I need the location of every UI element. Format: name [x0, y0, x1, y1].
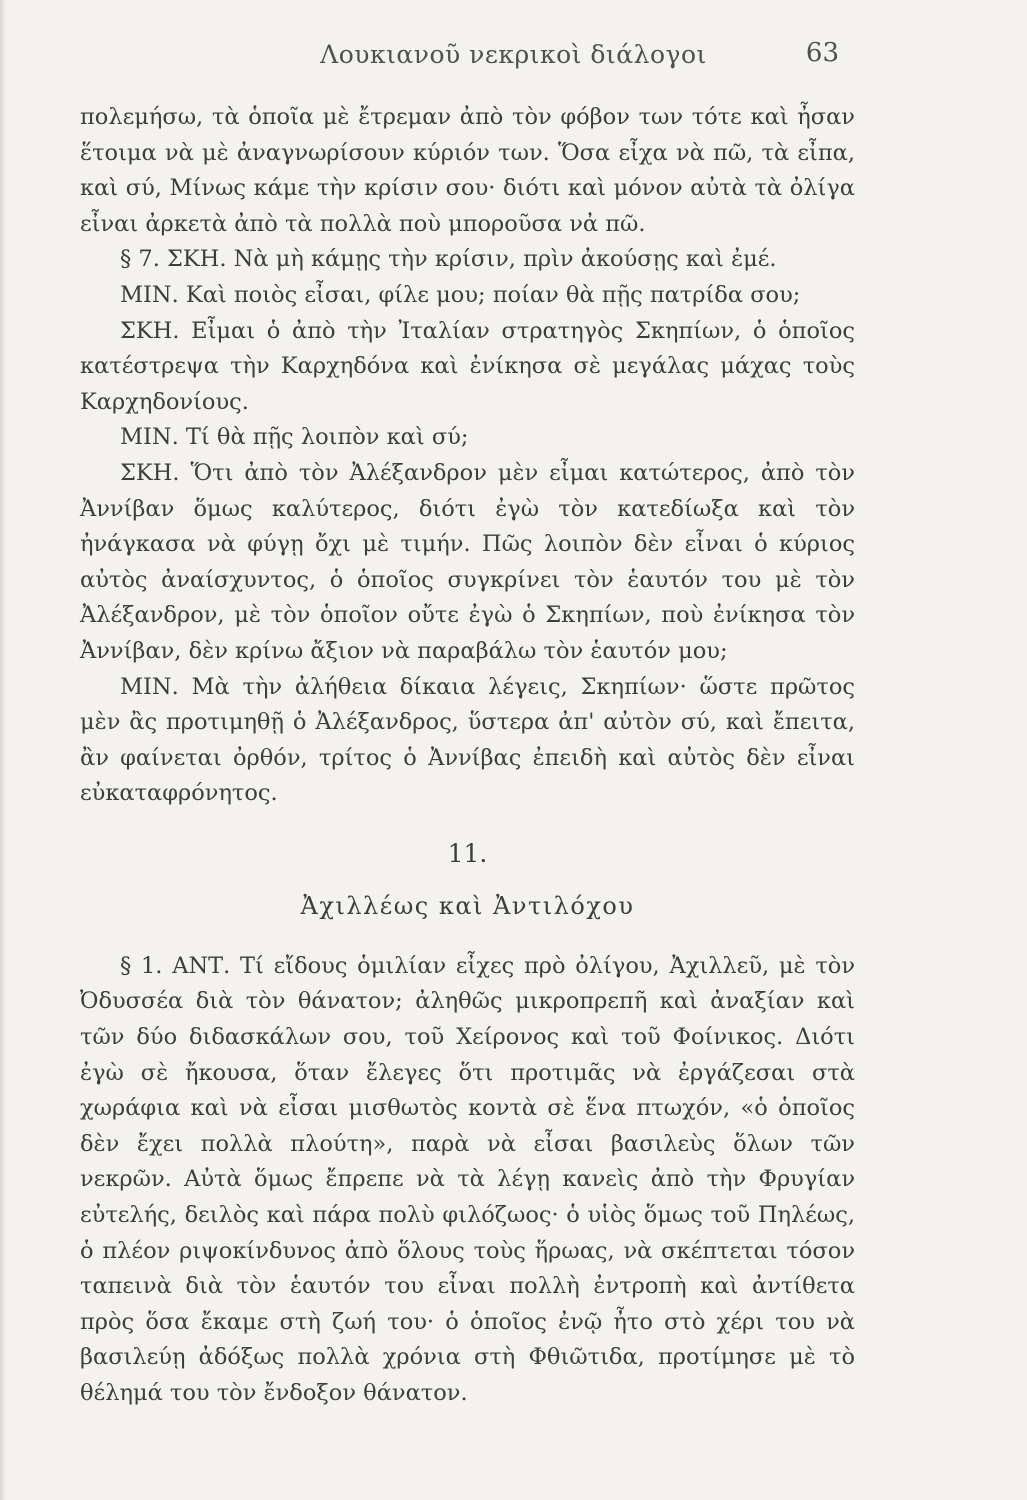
- paragraph-skipion-argument: ΣΚΗ. Ὅτι ἀπὸ τὸν Ἀλέξανδρον μὲν εἶμαι κατώτερος, ἀπὸ τὸν Ἀννίβαν ὅμως καλύτερος, διότι ἐγὼ τὸν κατεδίωξα καὶ τὸν ἠνάγκασα νὰ φύγῃ ὄχι μὲ τιμήν. Πῶς λοιπὸν δὲν εἶναι ὁ κύριος αὐτὸς ἀναίσχυντος, ὁ ὁποῖος συγκρίνει τὸν ἑαυτόν του μὲ τὸν Ἀλέξανδρον, μὲ τὸν ὁποῖον οὔτε ἐγὼ ὁ Σκηπίων, ποὺ ἐνίκησα τὸν Ἀννίβαν, δὲν κρίνω ἄξιον νὰ παραβάλω τὸν ἑαυτόν μου;: [80, 459, 855, 664]
- paragraph-skipion-intro: ΣΚΗ. Εἶμαι ὁ ἀπὸ τὴν Ἰταλίαν στρατηγὸς Σκηπίων, ὁ ὁποῖος κατέστρεψα τὴν Καρχηδόνα καὶ ἐνίκησα σὲ μεγάλας μάχας τοὺς Καρχηδονίους.: [80, 317, 855, 415]
- running-title: Λουκιανοῦ νεκρικοὶ διάλογοι: [320, 40, 707, 69]
- body-text: [80, 100, 855, 1412]
- page-header: [0, 40, 1027, 80]
- section-number: 11.: [447, 838, 488, 868]
- page-number: 63: [805, 38, 839, 68]
- page-edge-shadow: [0, 0, 6, 1500]
- paragraph-continuation: πολεμήσω, τὰ ὁποῖα μὲ ἔτρεμαν ἀπὸ τὸν φόβον των τότε καὶ ἦσαν ἕτοιμα νὰ μὲ ἀναγνωρίσουν κύριόν των. Ὅσα εἶχα νὰ πῶ, τὰ εἶπα, καὶ σύ, Μίνως κάμε τὴν κρίσιν σου· διότι καὶ μόνον αὐτὰ τὰ ὀλίγα εἶναι ἀρκετὰ ἀπὸ τὰ πολλὰ ποὺ μποροῦσα νἀ πῶ.: [80, 104, 855, 237]
- section-title: Ἀχιλλέως καὶ Ἀντιλόχου: [300, 891, 635, 920]
- paragraph-skipion-request: § 7. ΣΚΗ. Νὰ μὴ κάμῃς τὴν κρίσιν, πρὶν ἀκούσῃς καὶ ἐμέ.: [120, 246, 777, 273]
- paragraph-minos-question: ΜΙΝ. Καὶ ποιὸς εἶσαι, φίλε μου; ποίαν θὰ πῇς πατρίδα σου;: [120, 281, 801, 308]
- paragraph-minos-ask: ΜΙΝ. Τί θὰ πῇς λοιπὸν καὶ σύ;: [120, 424, 469, 451]
- paragraph-minos-verdict: ΜΙΝ. Μὰ τὴν ἀλήθεια δίκαια λέγεις, Σκηπίων· ὥστε πρῶτος μὲν ἂς προτιμηθῇ ὁ Ἀλέξανδρος, ὕστερα ἀπ' αὐτὸν σύ, καὶ ἔπειτα, ἂν φαίνεται ὀρθόν, τρίτος ὁ Ἀννίβας ἐπειδὴ καὶ αὐτὸς δὲν εἶναι εὐκαταφρόνητος.: [80, 673, 855, 807]
- paragraph-antilochus-speech: § 1. ΑΝΤ. Τί εἴδους ὁμιλίαν εἶχες πρὸ ὀλίγου, Ἀχιλλεῦ, μὲ τὸν Ὀδυσσέα διὰ τὸν θάνατον; ἀληθῶς μικροπρεπῆ καὶ ἀναξίαν καὶ τῶν δύο διδασκάλων σου, τοῦ Χείρονος καὶ τοῦ Φοίνικος. Διότι ἐγὼ σὲ ἤκουσα, ὅταν ἔλεγες ὅτι προτιμᾶς νὰ ἐργάζεσαι στὰ χωράφια καὶ νὰ εἶσαι μισθωτὸς κοντὰ σὲ ἕνα πτωχόν, «ὁ ὁποῖος δὲν ἔχει πολλὰ πλούτη», παρὰ νὰ εἶσαι βασιλεὺς ὅλων τῶν νεκρῶν. Αὐτὰ ὅμως ἔπρεπε νὰ τὰ λέγῃ κανεὶς ἀπὸ τὴν Φρυγίαν εὐτελής, δειλὸς καὶ πάρα πολὺ φιλόζωος· ὁ υἱὸς ὅμως τοῦ Πηλέως, ὁ πλέον ριψοκίνδυνος ἀπὸ ὅλους τοὺς ἥρωας, νὰ σκέπτεται τόσον ταπεινὰ διὰ τὸν ἑαυτόν του εἶναι πολλὴ ἐντροπὴ καὶ ἀντίθετα πρὸς ὅσα ἔκαμε στὴ ζωή του· ὁ ὁποῖος ἐνῷ ἦτο στὸ χέρι του νὰ βασιλεύῃ ἀδόξως πολλὰ χρόνια στὴ Φθιῶτιδα, προτίμησε μὲ τὸ θέλημά του τὸν ἔνδοξον θάνατον.: [80, 952, 855, 1406]
